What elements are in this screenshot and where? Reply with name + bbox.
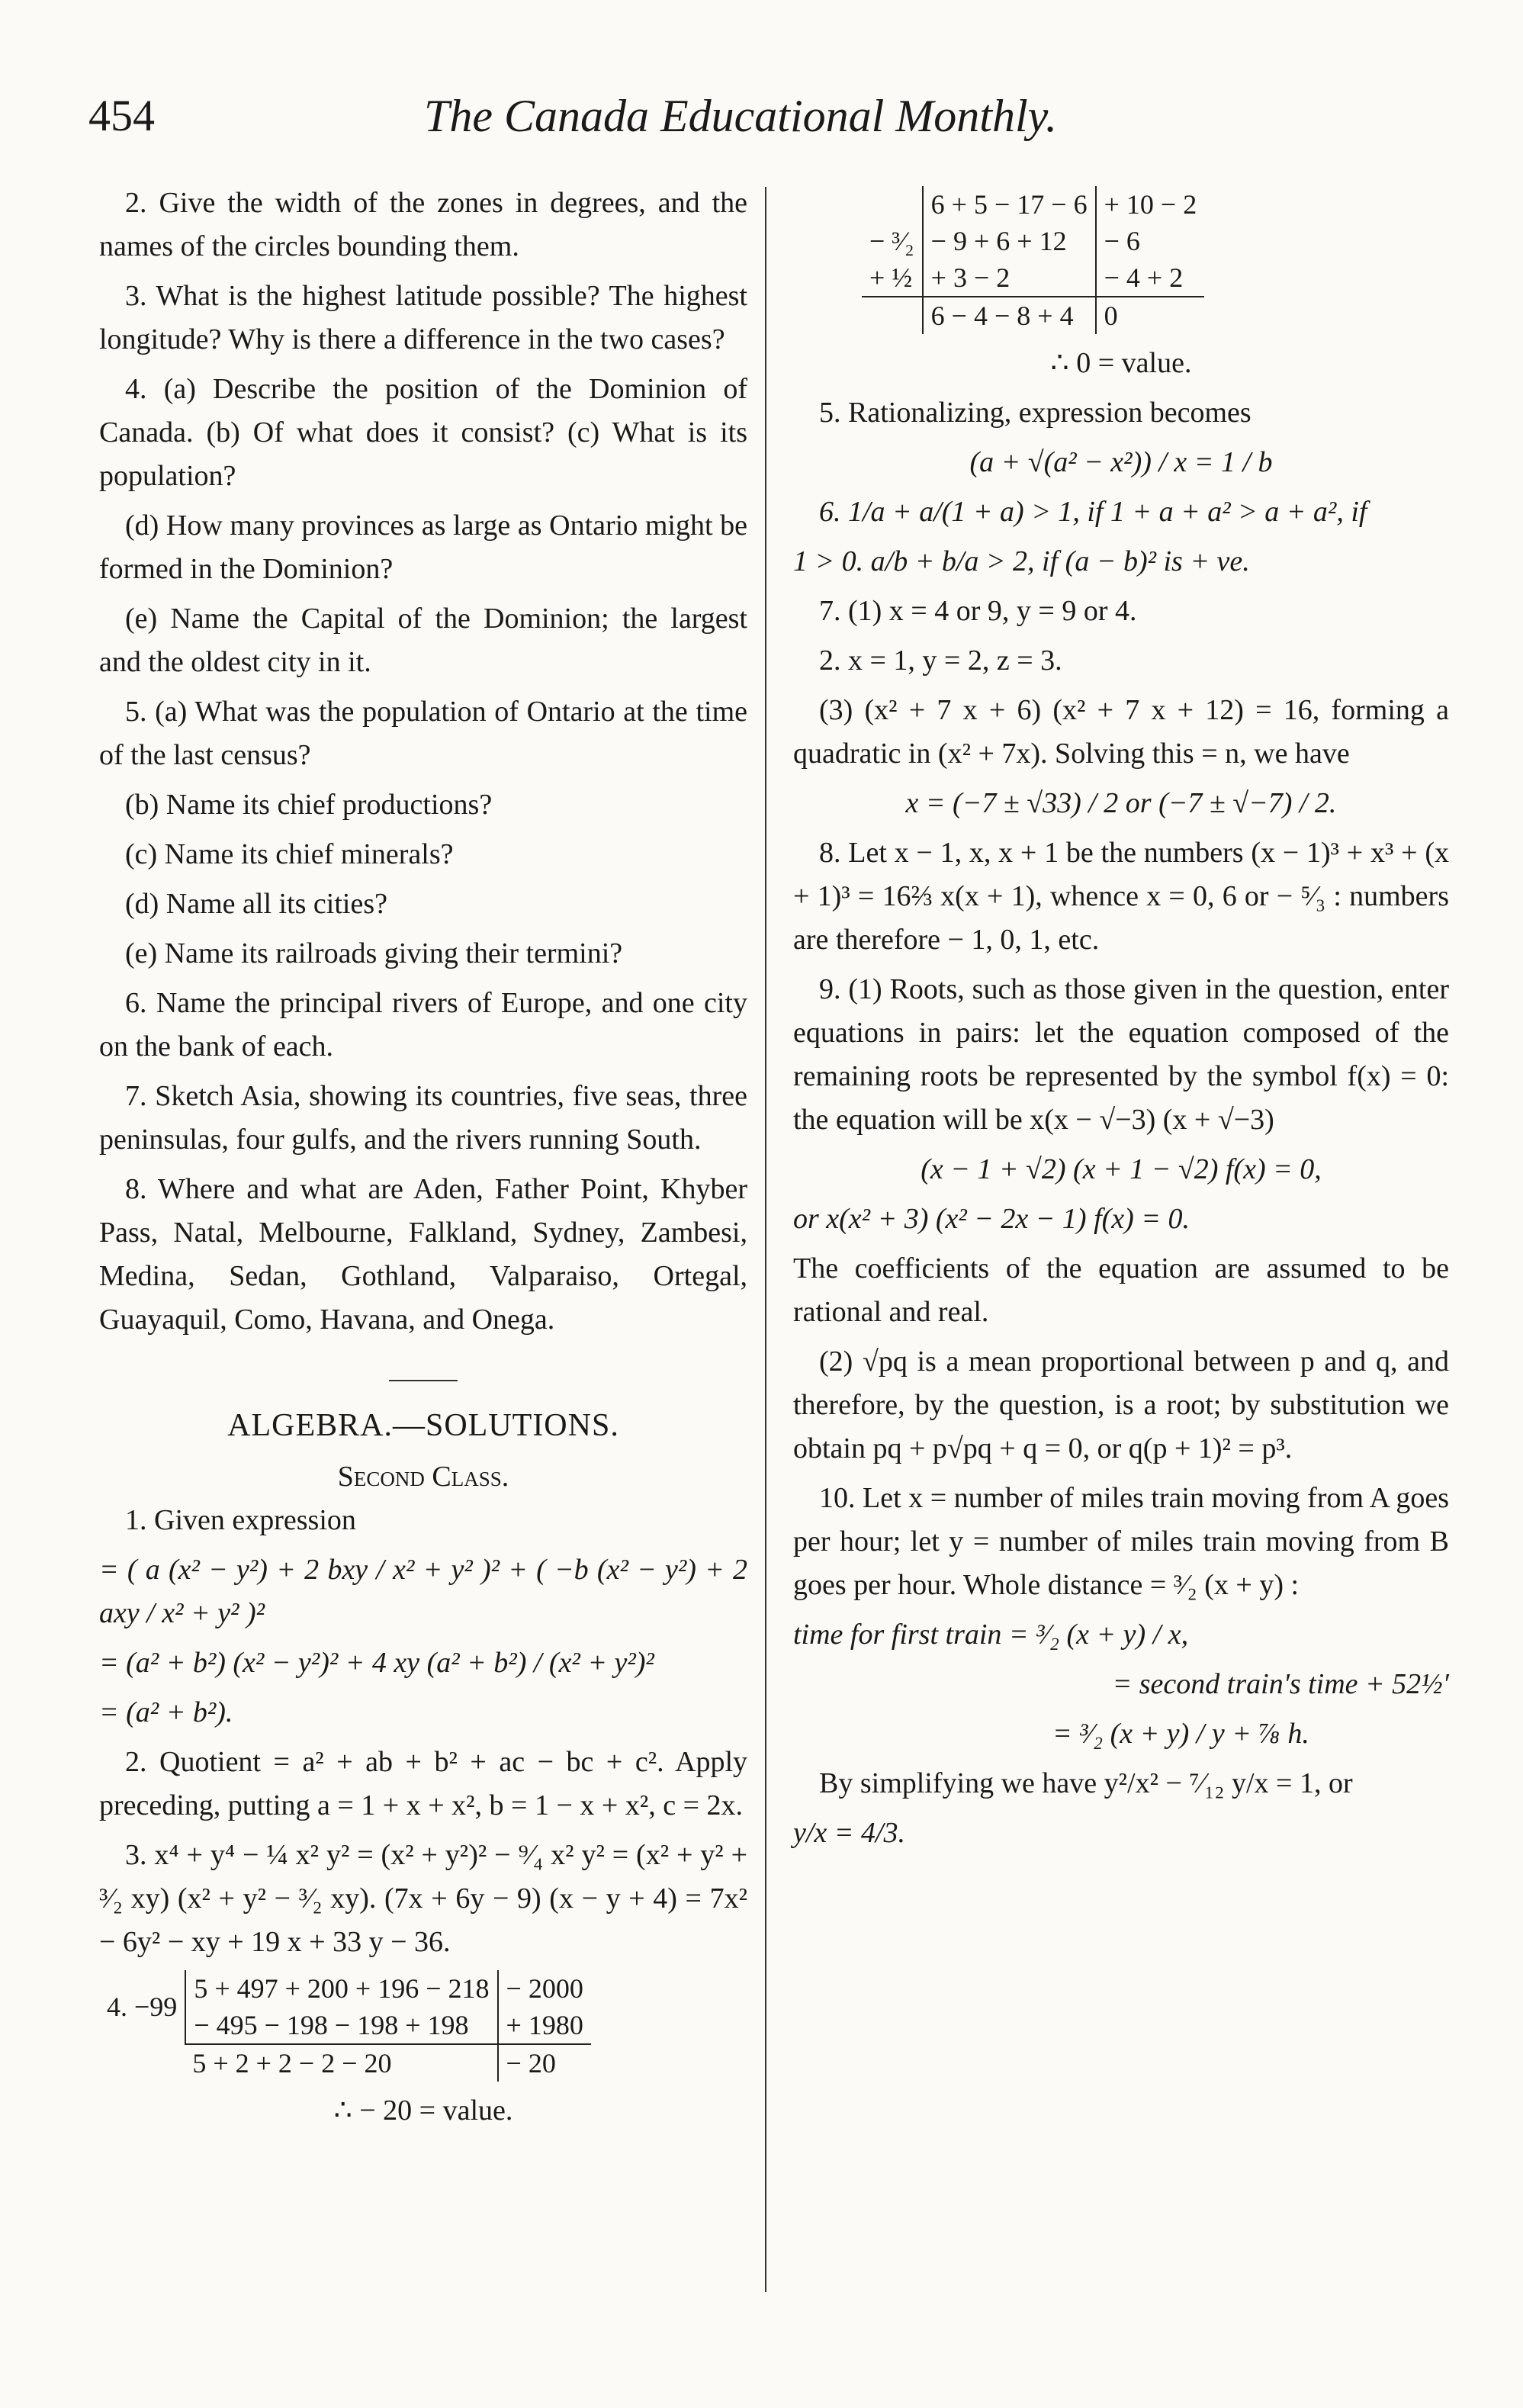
solution-4-row-2: − 495 − 198 − 198 + 198 [185, 2007, 496, 2043]
solution-9-note: The coefficients of the equation are assumed to be rational and real. [793, 1252, 1449, 1328]
solution-7-roots: x = (−7 ± √33) / 2 or (−7 ± √−7) / 2. [905, 787, 1337, 819]
syn-row-2: − 9 + 6 + 12 [922, 223, 1095, 259]
solution-7-part-1: 7. (1) x = 4 or 9, y = 9 or 4. [819, 595, 1137, 627]
solution-3: 3. x⁴ + y⁴ − ¼ x² y² = (x² + y²)² − ⁹⁄₄ x² y² = (x² + y² + ³⁄₂ xy) (x² + y² − ³⁄₂ xy). (7x + 6y − 9) (x − y + 4) = 7x² − 6y² − xy + 19 x + 33 y − 36. [99, 1839, 747, 1958]
left-column [99, 182, 747, 2139]
syn-row-2-mult: − ³⁄₂ [869, 226, 914, 256]
question-5c: (c) Name its chief minerals? [125, 838, 454, 870]
syn-row-3-mult: + ½ [869, 262, 913, 293]
syn-row-2-rem: − 6 [1095, 223, 1205, 259]
question-8: 8. Where and what are Aden, Father Point, Khyber Pass, Natal, Melbourne, Falkland, Sydney, Zambesi, Medina, Sedan, Gothland, Valparaiso, Ortegal, Guayaquil, Como, Havana, and Onega. [99, 1173, 747, 1336]
solution-8: 8. Let x − 1, x, x + 1 be the numbers (x − 1)³ + x³ + (x + 1)³ = 16⅔ x(x + 1), whence x = 0, 6 or − ⁵⁄₃ : numbers are therefore − 1, 0, 1, etc. [793, 837, 1449, 956]
solution-4-row-3-rem: − 20 [497, 2043, 591, 2082]
solution-1-line-2: = (a² + b²) (x² − y²)² + 4 xy (a² + b²) / (x² + y²)² [99, 1647, 654, 1679]
solution-10-simplify: By simplifying we have y²/x² − ⁷⁄₁₂ y/x = 1, or [819, 1767, 1353, 1799]
solution-1-line-1: = ( a (x² − y²) + 2 bxy / x² + y² )² + ( −b (x² − y²) + 2 axy / x² + y² )² [99, 1554, 747, 1629]
question-4e: (e) Name the Capital of the Dominion; the largest and the oldest city in it. [99, 603, 747, 678]
solution-10-equation-1: time for first train = ³⁄₂ (x + y) / x, [793, 1619, 1189, 1651]
solution-2: 2. Quotient = a² + ab + b² + ac − bc + c². Apply preceding, putting a = 1 + x + x², b = 1 − x + x², c = 2x. [99, 1746, 747, 1821]
solution-9-equation-2: or x(x² + 3) (x² − 2x − 1) f(x) = 0. [793, 1203, 1190, 1235]
solution-10-result: y/x = 4/3. [793, 1817, 905, 1849]
solution-9-equation-1: (x − 1 + √2) (x + 1 − √2) f(x) = 0, [921, 1153, 1322, 1185]
syn-conclusion: ∴ 0 = value. [1050, 347, 1192, 379]
solution-4-row-1-rem: − 2000 [497, 1970, 591, 2007]
right-column [793, 182, 1449, 1861]
syn-row-4-rem: 0 [1095, 296, 1205, 334]
solution-5-intro: 5. Rationalizing, expression becomes [819, 397, 1251, 429]
syn-row-1-rem: + 10 − 2 [1095, 186, 1205, 223]
solution-9-part-2: (2) √pq is a mean proportional between p and q, and therefore, by the question, is a root; by substitution we obtain pq + p√pq + q = 0, or q(p + 1)² = p³. [793, 1345, 1449, 1464]
solution-1-intro: 1. Given expression [125, 1504, 356, 1536]
syn-row-4: 6 − 4 − 8 + 4 [922, 296, 1095, 334]
solution-10-equation-3: = ³⁄₂ (x + y) / y + ⅞ h. [1052, 1718, 1309, 1750]
solution-4-conclusion: ∴ − 20 = value. [333, 2095, 513, 2127]
question-5d: (d) Name all its cities? [125, 888, 387, 920]
running-title: The Canada Educational Monthly. [424, 91, 1057, 141]
solution-7-part-3: (3) (x² + 7 x + 6) (x² + 7 x + 12) = 16, forming a quadratic in (x² + 7x). Solving this = n, we have [793, 694, 1449, 770]
solution-6-line-2: 1 > 0. a/b + b/a > 2, if (a − b)² is + ve. [793, 545, 1250, 577]
syn-row-3: + 3 − 2 [922, 259, 1095, 296]
question-5e: (e) Name its railroads giving their termini? [125, 937, 623, 969]
question-2: 2. Give the width of the zones in degrees, and the names of the circles bounding them. [99, 187, 747, 262]
solution-7-part-2: 2. x = 1, y = 2, z = 3. [819, 645, 1062, 677]
solution-10-equation-2: = second train's time + 52½′ [1112, 1668, 1449, 1700]
solution-4-division [99, 1970, 591, 2082]
section-rule [389, 1380, 458, 1381]
solution-1-line-3: = (a² + b²). [99, 1696, 233, 1728]
syn-row-3-rem: − 4 + 2 [1095, 259, 1205, 296]
question-7: 7. Sketch Asia, showing its countries, five seas, three peninsulas, four gulfs, and the rivers running South. [99, 1080, 747, 1156]
section-heading: ALGEBRA.—SOLUTIONS. [227, 1408, 619, 1443]
column-divider [765, 187, 766, 2292]
page-header [88, 90, 1446, 159]
question-5a: 5. (a) What was the population of Ontario at the time of the last census? [99, 696, 747, 771]
page-number: 454 [88, 91, 155, 140]
solution-5-equation: (a + √(a² − x²)) / x = 1 / b [969, 446, 1273, 478]
solution-4-label: 4. −99 [107, 1992, 178, 2022]
section-subheading: Second Class. [337, 1461, 509, 1493]
question-6: 6. Name the principal rivers of Europe, and one city on the bank of each. [99, 987, 747, 1063]
solution-9-part-1: 9. (1) Roots, such as those given in the question, enter equations in pairs: let the equation composed of the remaining roots be represented by the symbol f(x) = 0: the equation will be x(x − √−3) (x + √−3) [793, 973, 1449, 1136]
question-4d: (d) How many provinces as large as Ontario might be formed in the Dominion? [99, 510, 747, 585]
solution-4-row-1: 5 + 497 + 200 + 196 − 218 [185, 1970, 496, 2007]
syn-row-1: 6 + 5 − 17 − 6 [922, 186, 1095, 223]
solution-6-line-1: 6. 1/a + a/(1 + a) > 1, if 1 + a + a² > a + a², if [819, 496, 1367, 528]
solution-4-row-3: 5 + 2 + 2 − 2 − 20 [185, 2043, 496, 2082]
synthetic-division [862, 186, 1204, 334]
question-5b: (b) Name its chief productions? [125, 789, 493, 821]
question-4a: 4. (a) Describe the position of the Dominion of Canada. (b) Of what does it consist? (c) What is its population? [99, 373, 747, 492]
solution-4-row-2-rem: + 1980 [497, 2007, 591, 2043]
question-3: 3. What is the highest latitude possible? The highest longitude? Why is there a difference in the two cases? [99, 280, 747, 355]
solution-10: 10. Let x = number of miles train moving from A goes per hour; let y = number of miles train moving from B goes per hour. Whole distance = ³⁄₂ (x + y) : [793, 1482, 1449, 1601]
